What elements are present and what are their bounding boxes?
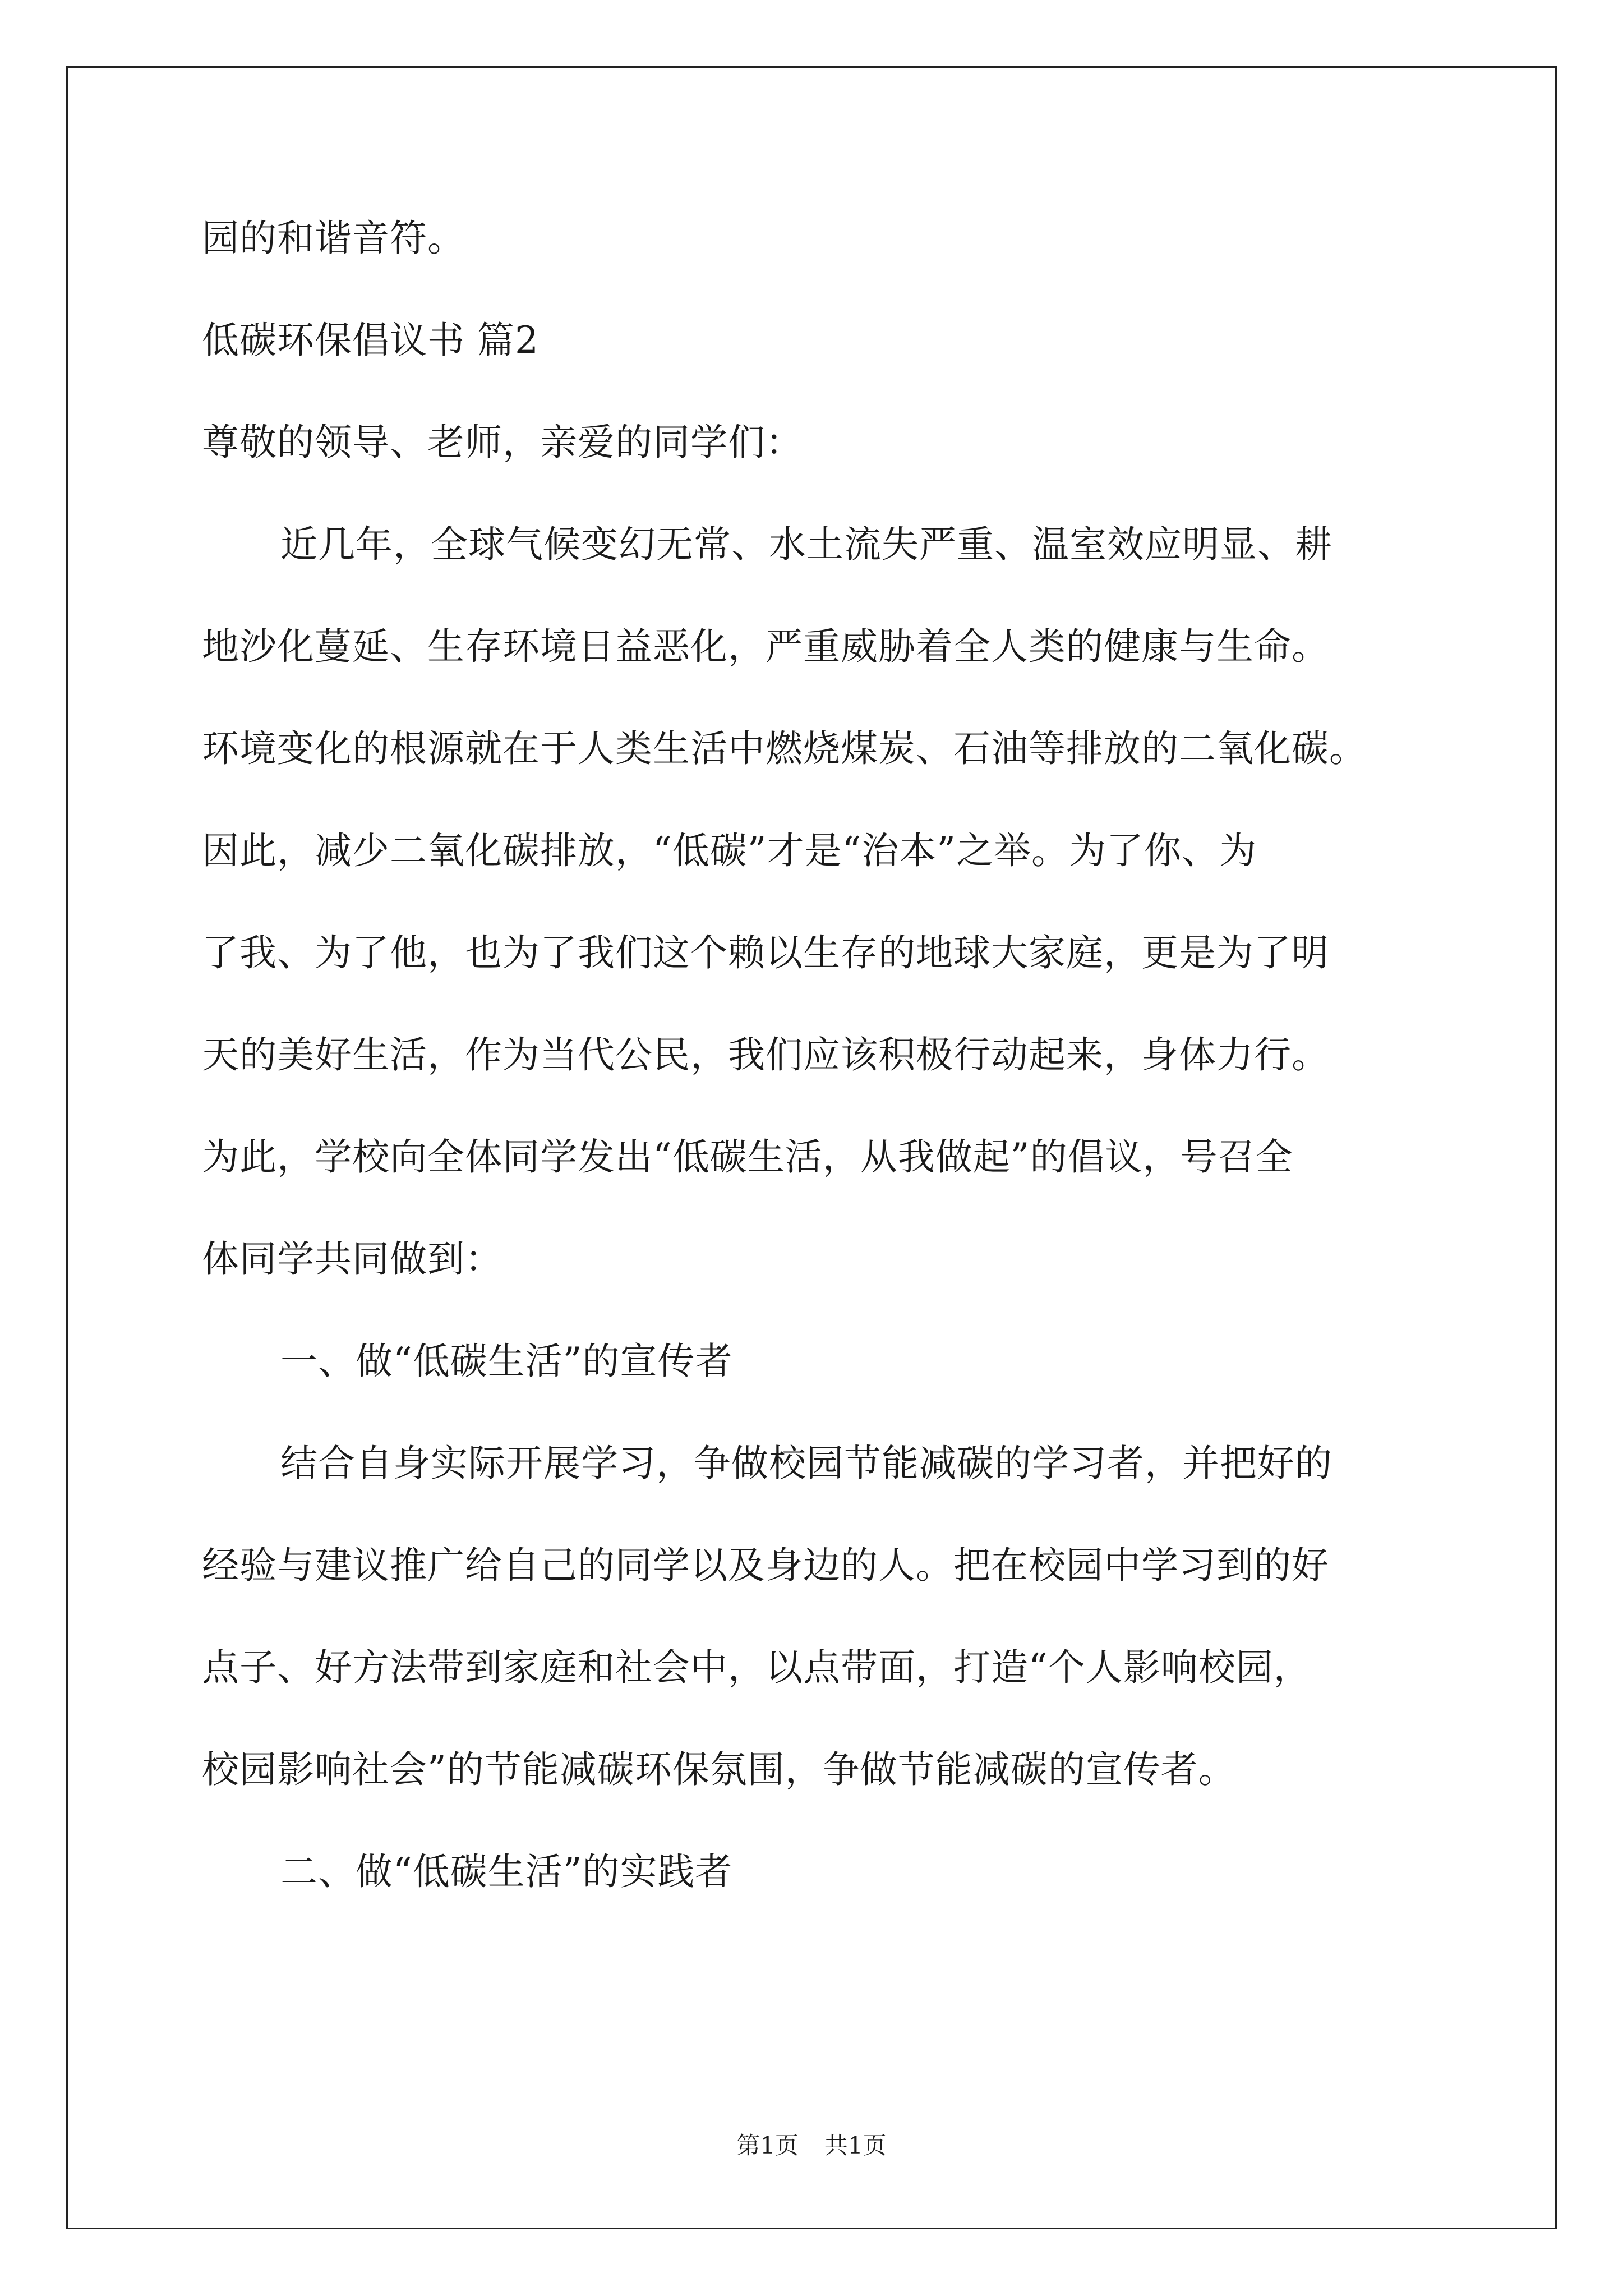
text-line: 为此，学校向全体同学发出“低碳生活，从我做起”的倡议，号召全 xyxy=(202,1135,1293,1179)
text-line: 二、做“低碳生活”的实践者 xyxy=(280,1850,733,1893)
text-line: 了我、为了他，也为了我们这个赖以生存的地球大家庭，更是为了明 xyxy=(202,931,1329,974)
line-gap xyxy=(202,1285,1464,1336)
line-gap xyxy=(202,366,1464,417)
page-number: 第1页 xyxy=(736,2132,799,2159)
text-line: 环境变化的根源就在于人类生活中燃烧煤炭、石油等排放的二氧化碳。 xyxy=(202,727,1367,770)
text-line: 近几年，全球气候变幻无常、水土流失严重、温室效应明显、耕 xyxy=(280,523,1332,566)
text-line: 一、做“低碳生活”的宣传者 xyxy=(280,1340,733,1383)
page-total: 共1页 xyxy=(824,2132,887,2159)
text-line: 结合自身实际开展学习，争做校园节能减碳的学习者，并把好的 xyxy=(280,1442,1332,1485)
line-gap xyxy=(202,1591,1464,1642)
page-footer xyxy=(0,2132,1623,2160)
line-gap xyxy=(202,1795,1464,1847)
text-line: 尊敬的领导、老师，亲爱的同学们： xyxy=(202,421,803,464)
text-line: 校园影响社会”的节能减碳环保氛围，争做节能减碳的宣传者。 xyxy=(202,1748,1236,1791)
document-body xyxy=(202,213,1464,1897)
text-line: 因此，减少二氧化碳排放，“低碳”才是“治本”之举。为了你、为 xyxy=(202,829,1257,872)
line-gap xyxy=(202,468,1464,519)
line-gap xyxy=(202,1387,1464,1438)
text-line: 体同学共同做到： xyxy=(202,1237,502,1281)
line-gap xyxy=(202,978,1464,1030)
line-gap xyxy=(202,774,1464,826)
line-gap xyxy=(202,264,1464,315)
line-gap xyxy=(202,672,1464,724)
text-line: 地沙化蔓延、生存环境日益恶化，严重威胁着全人类的健康与生命。 xyxy=(202,625,1329,668)
text-line: 园的和谐音符。 xyxy=(202,217,465,260)
text-line: 点子、好方法带到家庭和社会中，以点带面，打造“个人影响校园， xyxy=(202,1646,1311,1689)
line-gap xyxy=(202,1182,1464,1234)
line-gap xyxy=(202,1080,1464,1132)
line-gap xyxy=(202,570,1464,622)
text-line: 经验与建议推广给自己的同学以及身边的人。把在校园中学习到的好 xyxy=(202,1544,1329,1587)
line-gap xyxy=(202,876,1464,928)
text-line: 低碳环保倡议书 篇2 xyxy=(202,319,539,362)
line-gap xyxy=(202,1489,1464,1540)
line-gap xyxy=(202,1693,1464,1745)
text-line: 天的美好生活，作为当代公民，我们应该积极行动起来，身体力行。 xyxy=(202,1033,1329,1076)
